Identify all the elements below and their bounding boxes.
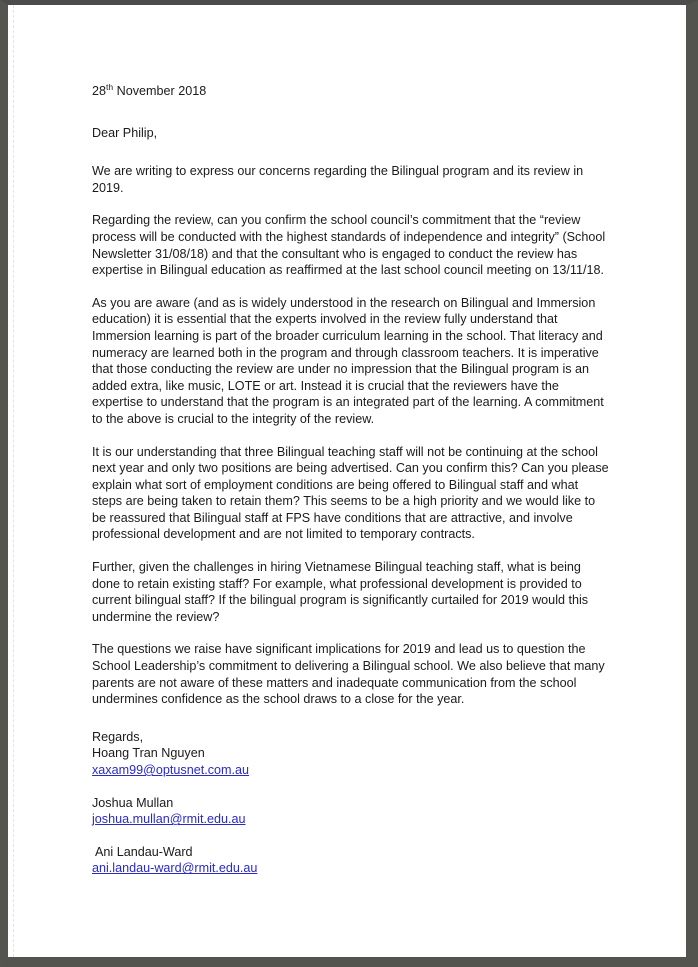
signatory-name: Ani Landau-Ward [95,844,193,859]
email-link[interactable]: joshua.mullan@rmit.edu.au [92,812,246,827]
signatory-name: Joshua Mullan [92,795,174,810]
signature-block-3 [92,844,610,877]
paragraph-2: Regarding the review, can you confirm the school council’s commitment that the “review process will be conducted with the highest standards of independence and integrity” (School Newsletter 31/08/18) and that the consultant who is engaged to conduct the review has expertise in Bilingual education as reaffirmed at the last school council meeting on 13/11/18. [92,213,606,278]
margin-guide [13,5,14,957]
email-link[interactable]: xaxam99@optusnet.com.au [92,763,249,777]
date-ordinal-suffix: th [106,81,114,92]
date-rest: November 2018 [113,84,207,98]
document-page [8,5,686,957]
letter-body [92,83,610,893]
date-day: 28 [92,84,107,98]
paragraph-4: It is our understanding that three Bilingual teaching staff will not be continuing at the school next year and only two positions are being advertised. Can you confirm this? Can you please explain what sort of employment conditions are being offered to Bilingual staff and what steps are being taken to retain them? This seems to be a high priority and we would like to be reassured that Bilingual staff at FPS have conditions that are attractive, and involve professional development and are not limited to temporary contracts. [92,444,609,542]
paragraph-5: Further, given the challenges in hiring Vietnamese Bilingual teaching staff, what is being done to retain existing staff? For example, what professional development is provided to current bilingual staff? If the bilingual program is significantly curtailed for 2019 would this undermine the review? [92,560,589,624]
email-link[interactable]: ani.landau-ward@rmit.edu.au [92,861,258,876]
paragraph-6: The questions we raise have significant implications for 2019 and lead us to question the School Leadership’s commitment to delivering a Bilingual school. We also believe that many parents are not aware of these matters and inadequate communication from the school undermines confidence as the school draws to a close for the year. [92,642,605,707]
signatory-name: Hoang Tran Nguyen [92,746,205,761]
letter-date [92,83,610,100]
signature-block-2 [92,795,610,828]
closing: Regards, [92,729,144,744]
paragraph-1: We are writing to express our concerns regarding the Bilingual program and its review in 2019. [92,164,584,195]
signatory-email-link [92,762,610,779]
signatory-email-link [92,860,610,877]
signatory-email-link [92,811,610,828]
paragraph-3: As you are aware (and as is widely understood in the research on Bilingual and Immersion education) it is essential that the experts involved in the review fully understand that Immersion learning is part of the broader curriculum learning in the school. That literacy and numeracy are learned both in the program and through classroom teachers. It is imperative that those conducting the review are under no impression that the Bilingual program is an added extra, like music, LOTE or art. Instead it is crucial that the reviewers have the expertise to understand that the program is an integrated part of the learning. A commitment to the above is crucial to the integrity of the review. [92,295,604,426]
signature-block-1 [92,729,610,779]
salutation: Dear Philip, [92,125,158,140]
